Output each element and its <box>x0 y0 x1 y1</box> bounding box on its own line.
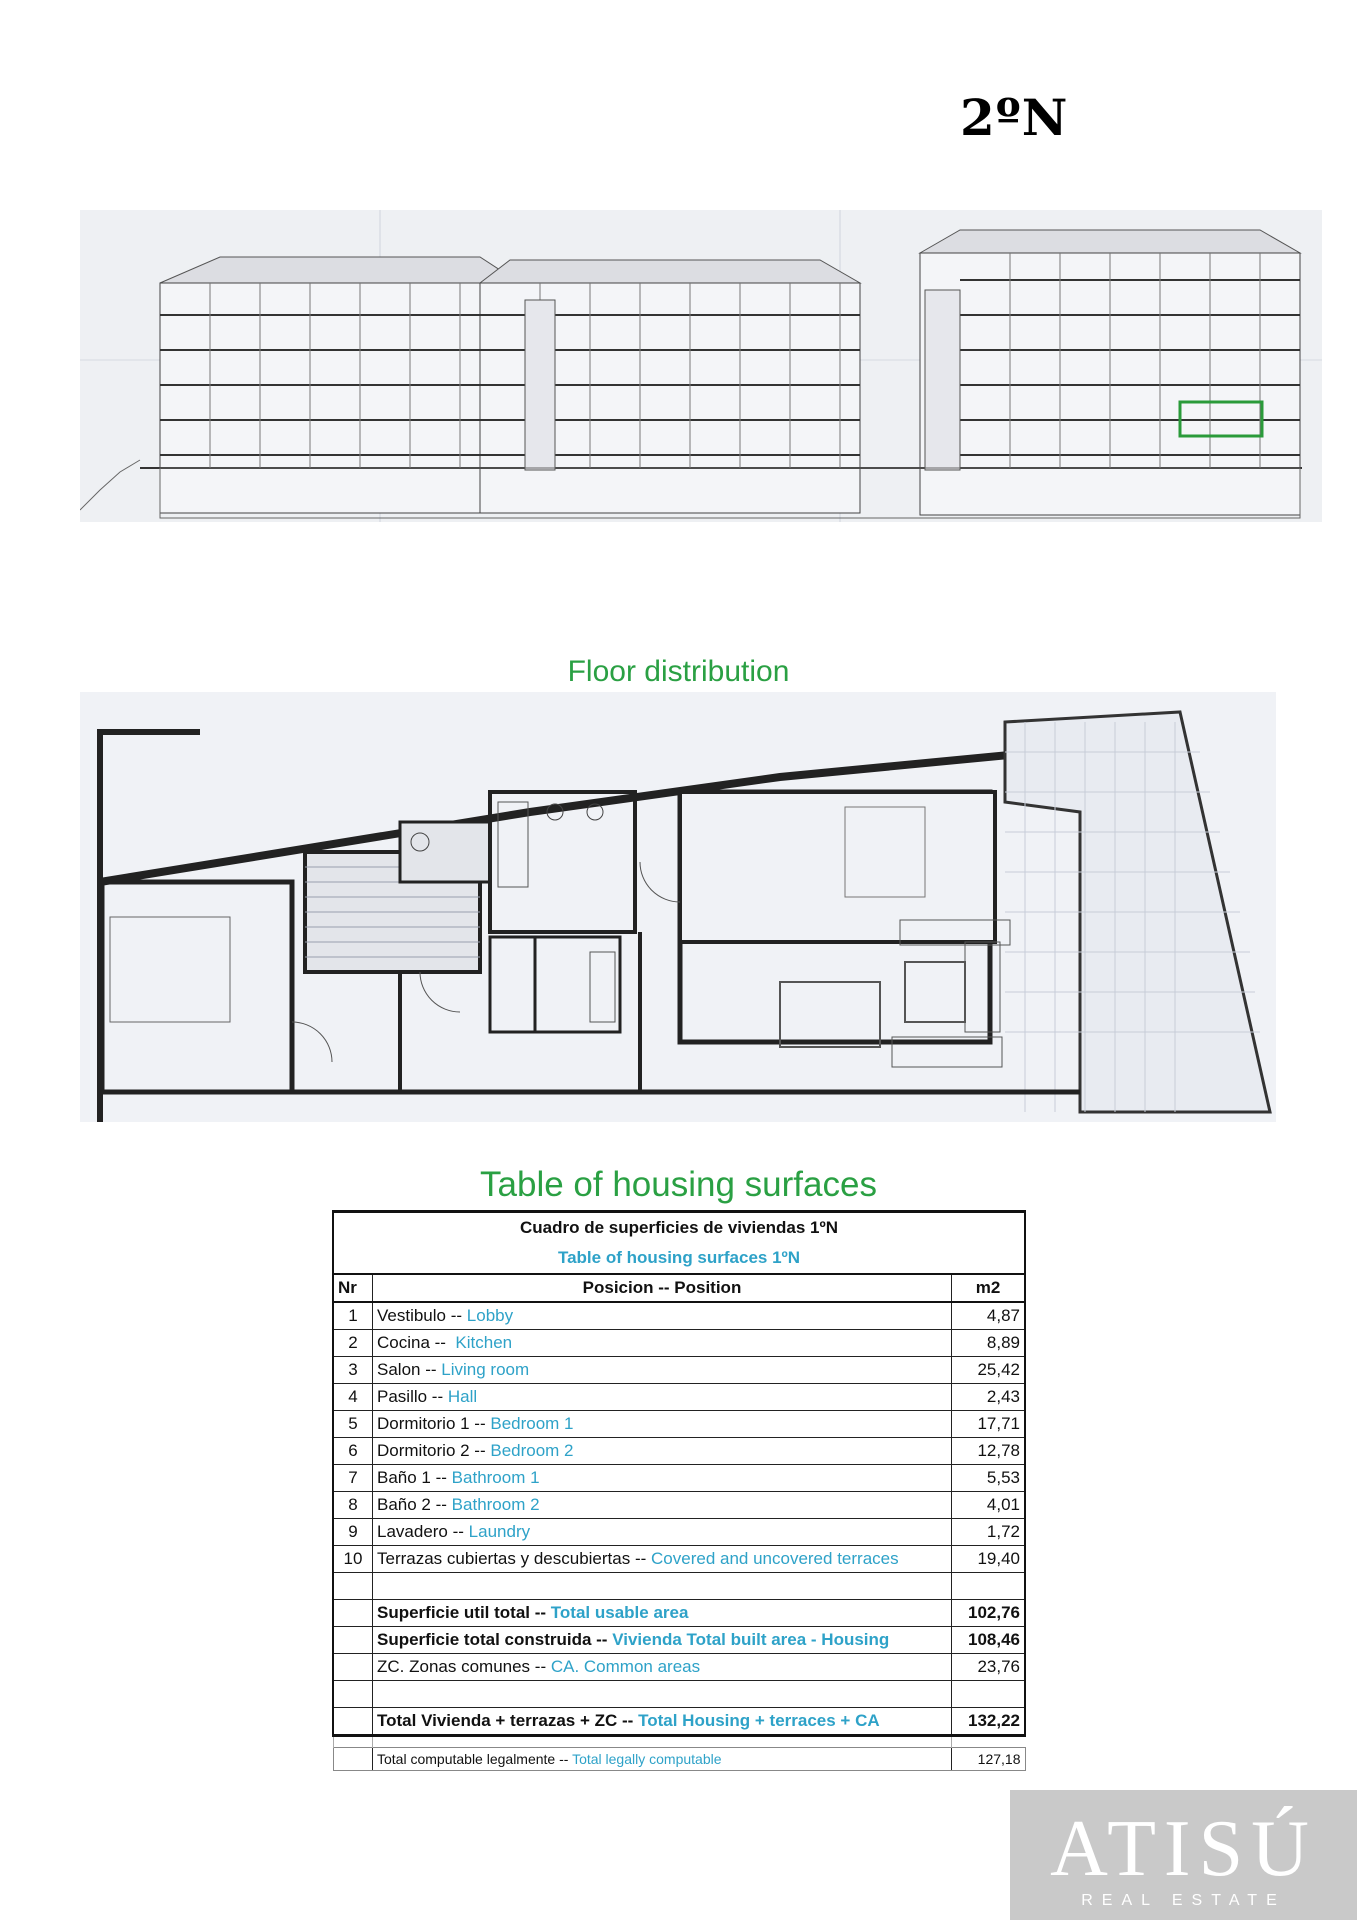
position-es: Total computable legalmente -- <box>377 1751 569 1767</box>
table-gap-row <box>333 1736 1025 1748</box>
row-nr: 10 <box>333 1546 373 1573</box>
row-nr: 9 <box>333 1519 373 1546</box>
position-es: Pasillo -- <box>377 1387 444 1406</box>
row-position <box>373 1627 952 1654</box>
table-row <box>333 1357 1025 1384</box>
row-m2: 23,76 <box>952 1654 1026 1681</box>
position-en: Bedroom 2 <box>490 1441 574 1460</box>
table-caption-es: Cuadro de superficies de viviendas 1ºN <box>333 1212 1025 1244</box>
row-m2: 132,22 <box>952 1708 1026 1736</box>
table-row <box>333 1546 1025 1573</box>
row-m2: 12,78 <box>952 1438 1026 1465</box>
position-es: Dormitorio 2 -- <box>377 1441 486 1460</box>
position-es: Superficie total construida -- <box>377 1630 608 1649</box>
row-m2: 17,71 <box>952 1411 1026 1438</box>
table-row <box>333 1465 1025 1492</box>
position-en: Covered and uncovered terraces <box>651 1549 899 1568</box>
position-es: Superficie util total -- <box>377 1603 547 1622</box>
logo-subtitle: REAL ESTATE <box>1081 1892 1286 1909</box>
row-m2: 127,18 <box>952 1748 1026 1771</box>
position-es: Terrazas cubiertas y descubiertas -- <box>377 1549 647 1568</box>
row-nr: 3 <box>333 1357 373 1384</box>
position-es: Dormitorio 1 -- <box>377 1414 486 1433</box>
table-row <box>333 1384 1025 1411</box>
common-areas-row <box>333 1654 1025 1681</box>
row-m2: 8,89 <box>952 1330 1026 1357</box>
row-position <box>373 1438 952 1465</box>
header-m2: m2 <box>952 1274 1026 1302</box>
position-en: Total usable area <box>550 1603 689 1622</box>
row-nr: 7 <box>333 1465 373 1492</box>
position-es: Baño 2 -- <box>377 1495 447 1514</box>
position-en: Living room <box>441 1360 530 1379</box>
table-row <box>333 1302 1025 1330</box>
total-built-row <box>333 1627 1025 1654</box>
row-m2: 1,72 <box>952 1519 1026 1546</box>
row-position <box>373 1411 952 1438</box>
row-m2: 4,87 <box>952 1302 1026 1330</box>
row-position <box>373 1330 952 1357</box>
row-m2: 2,43 <box>952 1384 1026 1411</box>
position-es: ZC. Zonas comunes -- <box>377 1657 547 1676</box>
building-elevation-drawing <box>80 210 1322 522</box>
position-es: Total Vivienda + terrazas + ZC -- <box>377 1711 634 1730</box>
position-en: Kitchen <box>455 1333 513 1352</box>
total-usable-row <box>333 1600 1025 1627</box>
table-caption-en: Table of housing surfaces 1ºN <box>333 1243 1025 1274</box>
row-position <box>373 1546 952 1573</box>
position-en: Bathroom 2 <box>451 1495 540 1514</box>
table-caption-row <box>333 1212 1025 1244</box>
floor-distribution-heading: Floor distribution <box>567 655 790 688</box>
table-header-row <box>333 1274 1025 1302</box>
row-m2: 4,01 <box>952 1492 1026 1519</box>
row-position <box>373 1600 952 1627</box>
position-en: Bedroom 1 <box>490 1414 574 1433</box>
position-en: CA. Common areas <box>550 1657 701 1676</box>
row-nr: 2 <box>333 1330 373 1357</box>
row-position <box>373 1519 952 1546</box>
position-es: Lavadero -- <box>377 1522 464 1541</box>
row-nr: 6 <box>333 1438 373 1465</box>
table-empty-row <box>333 1573 1025 1600</box>
row-position <box>373 1384 952 1411</box>
row-position <box>373 1654 952 1681</box>
position-en: Total legally computable <box>572 1751 722 1767</box>
unit-title: 2ºN <box>960 88 1069 147</box>
brand-logo <box>1010 1790 1357 1920</box>
row-position <box>373 1465 952 1492</box>
table-row <box>333 1330 1025 1357</box>
row-nr: 5 <box>333 1411 373 1438</box>
table-row <box>333 1519 1025 1546</box>
position-es: Salon -- <box>377 1360 437 1379</box>
position-en: Hall <box>447 1387 478 1406</box>
row-m2: 108,46 <box>952 1627 1026 1654</box>
position-es: Vestibulo -- <box>377 1306 463 1325</box>
table-row <box>333 1411 1025 1438</box>
row-position <box>373 1357 952 1384</box>
row-m2: 19,40 <box>952 1546 1026 1573</box>
floor-plan-drawing <box>80 692 1276 1122</box>
housing-surfaces-table <box>332 1210 1026 1771</box>
position-es: Baño 1 -- <box>377 1468 447 1487</box>
position-en: Lobby <box>466 1306 514 1325</box>
row-position <box>373 1302 952 1330</box>
elevation-svg <box>80 210 1322 522</box>
row-position <box>373 1492 952 1519</box>
legal-total-row <box>333 1748 1025 1771</box>
grand-total-row <box>333 1708 1025 1736</box>
position-en: Bathroom 1 <box>451 1468 540 1487</box>
table-heading: Table of housing surfaces <box>480 1165 877 1204</box>
position-en: Laundry <box>468 1522 531 1541</box>
header-nr: Nr <box>333 1274 373 1302</box>
position-en: Total Housing + terraces + CA <box>638 1711 880 1730</box>
position-es: Cocina -- <box>377 1333 446 1352</box>
header-position: Posicion -- Position <box>373 1274 952 1302</box>
position-en: Vivienda Total built area - Housing <box>612 1630 890 1649</box>
row-nr: 8 <box>333 1492 373 1519</box>
table-empty-row <box>333 1681 1025 1708</box>
row-m2: 25,42 <box>952 1357 1026 1384</box>
table-row <box>333 1438 1025 1465</box>
row-m2: 5,53 <box>952 1465 1026 1492</box>
row-position <box>373 1708 952 1736</box>
row-nr: 4 <box>333 1384 373 1411</box>
row-m2: 102,76 <box>952 1600 1026 1627</box>
row-position <box>373 1748 952 1771</box>
floor-plan-svg <box>80 692 1276 1122</box>
logo-wordmark: ATISÚ <box>1050 1805 1317 1893</box>
row-nr: 1 <box>333 1302 373 1330</box>
table-row <box>333 1492 1025 1519</box>
table-caption-row <box>333 1243 1025 1274</box>
